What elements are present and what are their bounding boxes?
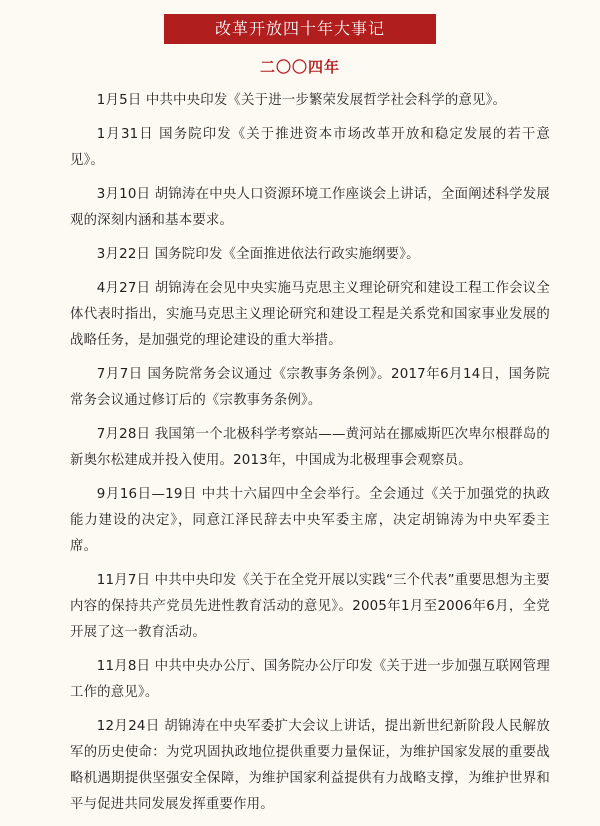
event-entry-jul-28: 7月28日 我国第一个北极科学考察站——黄河站在挪威斯匹次卑尔根群岛的新奥尔松建成并投入使用。2013年，中国成为北极理事会观察员。 bbox=[70, 427, 550, 468]
event-entry-nov-8: 11月8日 中共中央办公厅、国务院办公厅印发《关于进一步加强互联网管理工作的意见》。 bbox=[70, 659, 550, 700]
event-entry-nov-7: 11月7日 中共中央印发《关于在全党开展以实践“三个代表”重要思想为主要内容的保持共产党员先进性教育活动的意见》。2005年1月至2006年6月，全党开展了这一教育活动。 bbox=[70, 573, 550, 640]
event-entry-jul-7: 7月7日 国务院常务会议通过《宗教事务条例》。2017年6月14日，国务院常务会议通过修订后的《宗教事务条例》。 bbox=[70, 367, 550, 408]
event-list bbox=[70, 88, 550, 826]
event-entry-dec-24: 12月24日 胡锦涛在中央军委扩大会议上讲话，提出新世纪新阶段人民解放军的历史使命：为党巩固执政地位提供重要力量保证，为维护国家发展的重要战略机遇期提供坚强安全保障，为维护国家利益提供有力战略支撑，为维护世界和平与促进共同发展发挥重要作用。 bbox=[70, 719, 550, 812]
year-heading: 二〇〇四年 bbox=[259, 58, 340, 76]
event-entry-mar-10: 3月10日 胡锦涛在中央人口资源环境工作座谈会上讲话，全面阐述科学发展观的深刻内涵和基本要求。 bbox=[70, 187, 550, 228]
page-title: 改革开放四十年大事记 bbox=[164, 14, 436, 44]
event-entry-mar-22: 3月22日 国务院印发《全面推进依法行政实施纲要》。 bbox=[96, 247, 420, 262]
event-entry-apr-27: 4月27日 胡锦涛在会见中央实施马克思主义理论研究和建设工程工作会议全体代表时指出，实施马克思主义理论研究和建设工程是关系党和国家事业发展的战略任务，是加强党的理论建设的重大举措。 bbox=[70, 281, 550, 348]
event-entry-jan-5: 1月5日 中共中央印发《关于进一步繁荣发展哲学社会科学的意见》。 bbox=[96, 93, 507, 108]
event-entry-sep-16: 9月16日—19日 中共十六届四中全会举行。全会通过《关于加强党的执政能力建设的决定》，同意江泽民辞去中央军委主席，决定胡锦涛为中央军委主席。 bbox=[70, 487, 550, 554]
event-entry-jan-31: 1月31日 国务院印发《关于推进资本市场改革开放和稳定发展的若干意见》。 bbox=[70, 127, 550, 168]
